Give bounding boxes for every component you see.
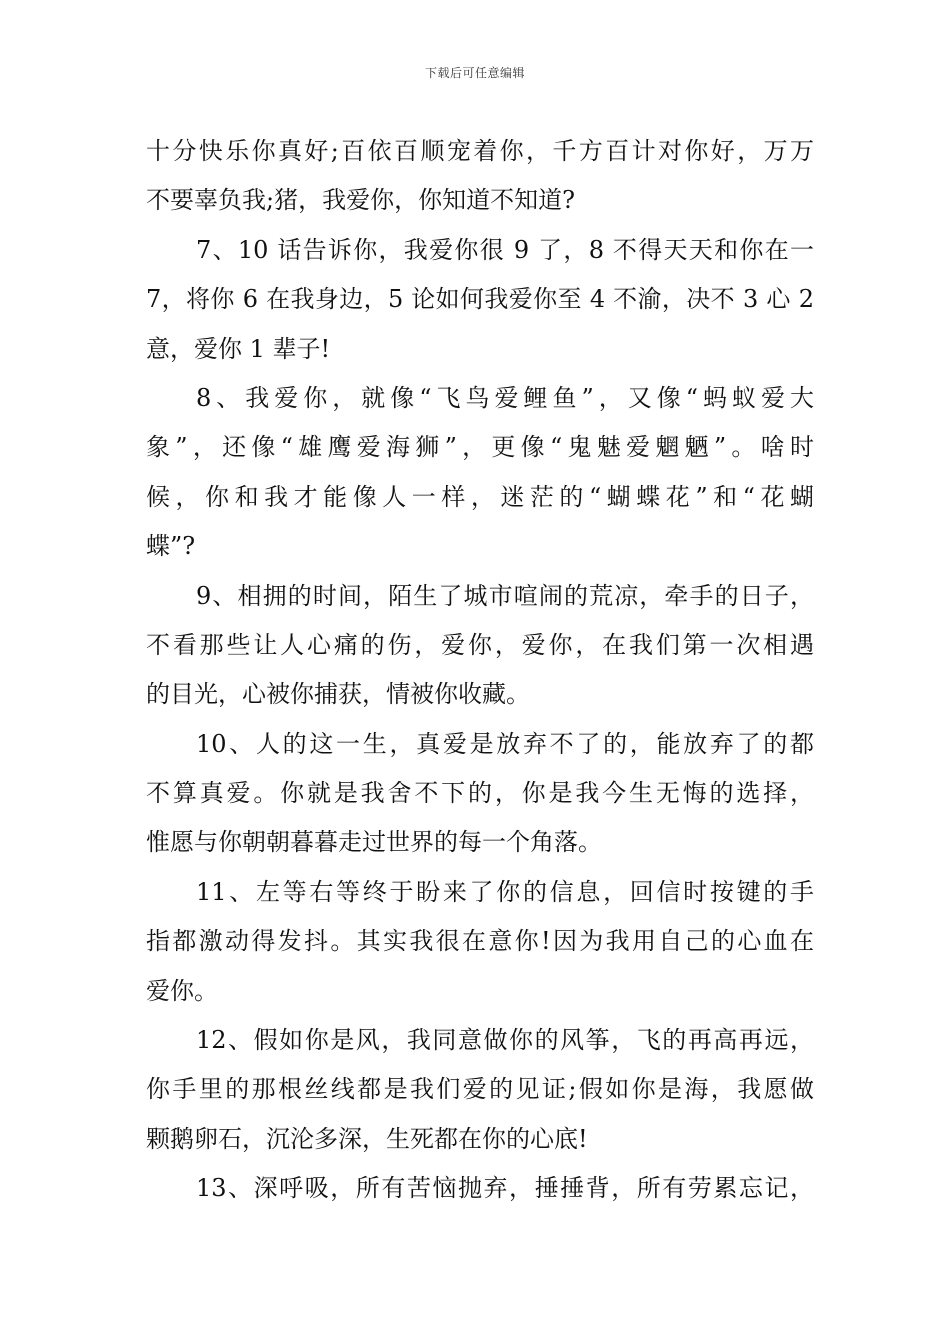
text-line: 12、假如你是风，我同意做你的风筝，飞的再高再远，: [196, 1026, 814, 1055]
document-body: [146, 127, 814, 1214]
text-line: 颗鹅卵石，沉沦多深，生死都在你的心底!: [146, 1124, 588, 1153]
paragraph: [146, 374, 814, 572]
paragraph: [146, 1016, 814, 1164]
text-line: 10、人的这一生，真爱是放弃不了的，能放弃了的都: [196, 729, 814, 758]
text-line: 11、左等右等终于盼来了你的信息，回信时按键的手: [196, 877, 814, 906]
text-line: 你手里的那根丝线都是我们爱的见证;假如你是海，我愿做: [146, 1075, 814, 1104]
paragraph: [146, 868, 814, 1016]
text-line: 不看那些让人心痛的伤，爱你，爱你，在我们第一次相遇: [146, 630, 814, 659]
text-line: 的目光，心被你捕获，情被你收藏。: [146, 680, 530, 709]
text-line: 13、深呼吸，所有苦恼抛弃，捶捶背，所有劳累忘记，: [196, 1174, 814, 1203]
text-line: 9、相拥的时间，陌生了城市喧闹的荒凉，牵手的日子，: [196, 581, 814, 610]
text-line: 十分快乐你真好;百依百顺宠着你，千方百计对你好，万万: [146, 137, 814, 165]
text-line: 爱你。: [146, 976, 218, 1005]
page-header-note: 下载后可任意编辑: [424, 66, 525, 80]
paragraph: [146, 720, 814, 868]
paragraph: [146, 127, 814, 226]
text-line: 象”，还像“雄鹰爱海狮”，更像“鬼魅爱魍魉”。啥时: [146, 433, 814, 462]
text-line: 不算真爱。你就是我舍不下的，你是我今生无悔的选择，: [146, 779, 814, 808]
text-line: 惟愿与你朝朝暮暮走过世界的每一个角落。: [146, 828, 602, 857]
text-line: 不要辜负我;猪，我爱你，你知道不知道?: [146, 186, 575, 215]
text-line: 7、10 话告诉你，我爱你很 9 了，8 不得天天和你在一: [196, 235, 814, 264]
paragraph: [146, 226, 814, 374]
text-line: 蝶”?: [146, 532, 196, 561]
text-line: 意，爱你 1 辈子!: [146, 334, 331, 363]
text-line: 8、我爱你，就像“飞鸟爱鲤鱼”，又像“蚂蚁爱大: [196, 383, 814, 412]
paragraph: [146, 1164, 814, 1213]
text-line: 7，将你 6 在我身边，5 论如何我爱你至 4 不渝，决不 3 心 2: [146, 285, 814, 314]
paragraph: [146, 572, 814, 720]
text-line: 指都激动得发抖。其实我很在意你!因为我用自己的心血在: [146, 927, 814, 956]
text-line: 候，你和我才能像人一样，迷茫的“蝴蝶花”和“花蝴: [146, 482, 814, 511]
